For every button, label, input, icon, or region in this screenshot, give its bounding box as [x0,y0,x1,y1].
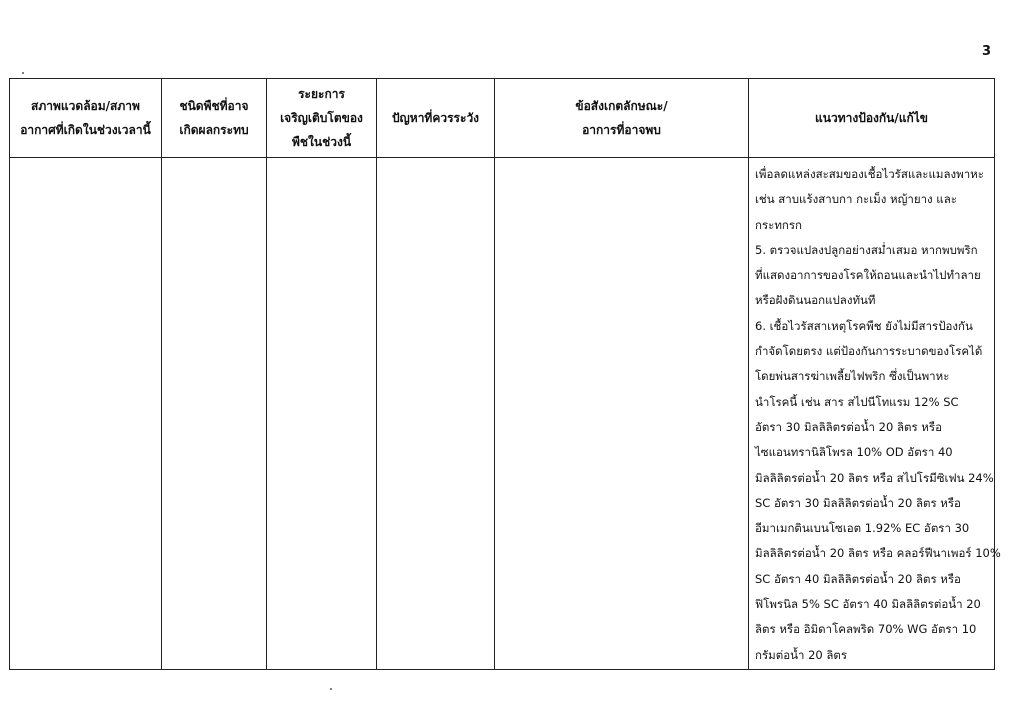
header-symptoms: ข้อสังเกตลักษณะ/ อาการที่อาจพบ [495,79,749,158]
header-problems: ปัญหาที่ควรระวัง [377,79,495,158]
cell-problems [377,158,495,670]
table-row [10,158,995,670]
scan-speck [22,72,24,74]
solution-line: 6. เชื้อไวรัสสาเหตุโรคพืช ยังไม่มีสารป้องกัน [755,318,973,333]
cell-symptoms [495,158,749,670]
solution-line: อัตรา 30 มิลลิลิตรต่อน้ำ 20 ลิตร หรือ [755,419,942,434]
cell-prevention [749,158,1001,670]
solution-line: ฟิโพรนิล 5% SC อัตรา 40 มิลลิลิตรต่อน้ำ 20 [755,597,981,612]
cell-environment [10,158,162,670]
solution-line: SC อัตรา 30 มิลลิลิตรต่อน้ำ 20 ลิตร หรือ [755,495,961,510]
solution-line: เพื่อลดแหล่งสะสมของเชื้อไวรัสและแมลงพาหะ [755,167,984,181]
solution-line: มิลลิลิตรต่อน้ำ 20 ลิตร หรือ คลอร์ฟีนาเพอร์ 10% [755,546,1001,561]
header-prevention: แนวทางป้องกัน/แก้ไข [749,79,995,158]
crop-advisory-table [9,78,1001,670]
scan-speck [330,688,332,690]
cell-crop-type [162,158,267,670]
cell-growth-stage [267,158,377,670]
header-environment: สภาพแวดล้อม/สภาพ อากาศที่เกิดในช่วงเวลานี้ [10,79,162,158]
solution-line: นำโรคนี้ เช่น สาร สไปนีโทแรม 12% SC [755,394,959,409]
header-crop-type: ชนิดพืชที่อาจ เกิดผลกระทบ [162,79,267,158]
solution-line: กำจัดโดยตรง แต่ป้องกันการระบาดของโรคได้ [755,344,983,359]
solution-line: 5. ตรวจแปลงปลูกอย่างสม่ำเสมอ หากพบพริก [755,242,978,257]
header-row [10,79,995,158]
solution-line: SC อัตรา 40 มิลลิลิตรต่อน้ำ 20 ลิตร หรือ [755,571,961,586]
solution-line: ลิตร หรือ อิมิดาโคลพริด 70% WG อัตรา 10 [755,622,977,637]
header-growth-stage: ระยะการ เจริญเติบโตของ พืชในช่วงนี้ [267,79,377,158]
solution-line: หรือฝังดินนอกแปลงทันที [755,293,876,308]
solution-line: อีมาเมกตินเบนโซเอต 1.92% EC อัตรา 30 [755,521,970,536]
solution-line: ที่แสดงอาการของโรคให้ถอนและนำไปทำลาย [755,268,981,283]
solution-line: กระทกรก [755,217,802,232]
solution-line: ไซแอนทรานิลิโพรล 10% OD อัตรา 40 [755,445,953,460]
solution-line: มิลลิลิตรต่อน้ำ 20 ลิตร หรือ สไปโรมีซิเฟน 24% [755,470,994,485]
solution-line: กรัมต่อน้ำ 20 ลิตร [755,647,848,662]
solution-line: โดยพ่นสารฆ่าเพลี้ยไฟพริก ซึ่งเป็นพาหะ [755,369,950,384]
solution-line: เช่น สาบแร้งสาบกา กะเม็ง หญ้ายาง และ [755,192,957,207]
page-number: 3 [982,44,992,59]
